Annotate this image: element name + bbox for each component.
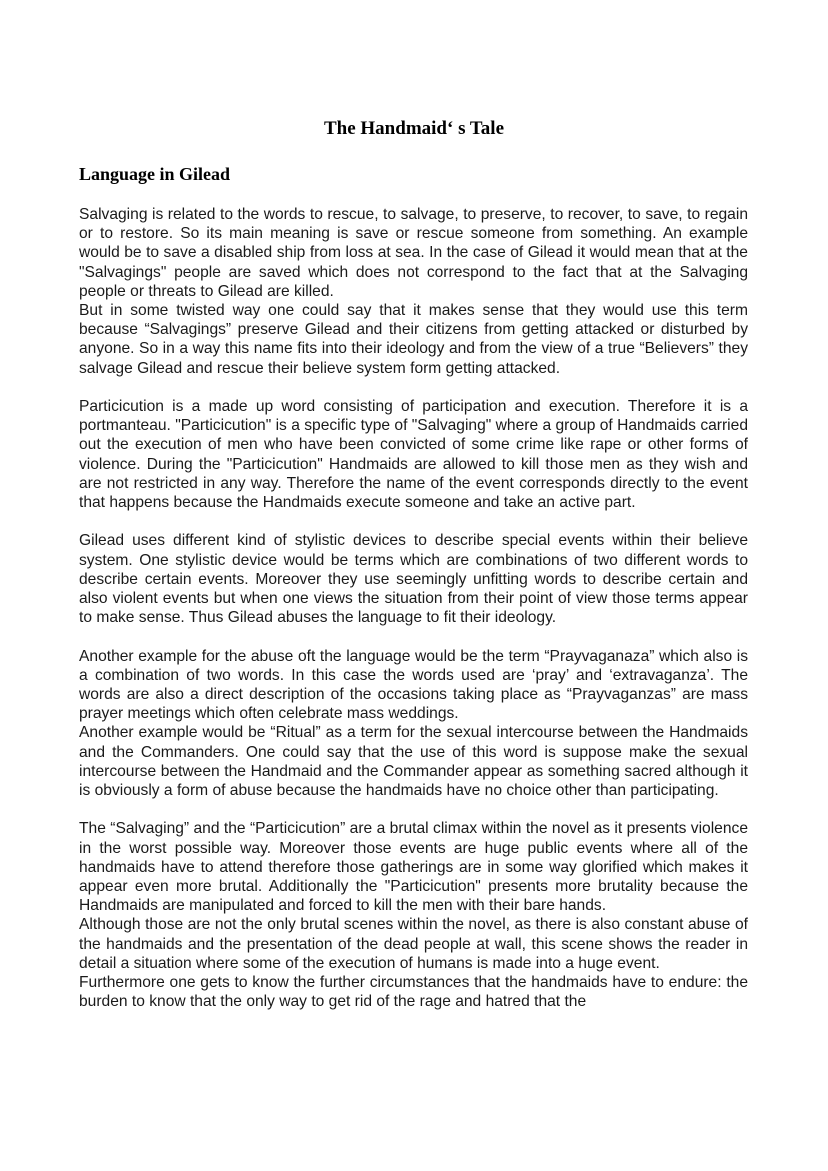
section-heading: Language in Gilead [79,164,231,184]
paragraph-salvaging-continued: But in some twisted way one could say that it makes sense that they would use this term because “Salvagings” preserve Gilead and their citizens from getting attacked or disturbed by anyone. So in a way this name fits into their ideology and from the view of a true “Believers” they salvage Gilead and rescue their believe system form getting attacked. [79,302,748,377]
paragraph-particicution: Particicution is a made up word consisting of participation and execution. Therefore it is a portmanteau. "Particicution" is a specific type of "Salvaging" where a group of Handmaids carried out the execution of men who have been convicted of some crime like rape or other forms of violence. During the "Particicution" Handmaids are allowed to kill those men as they wish and are not restricted in any way. Therefore the name of the event corresponds directly to the event that happens because the Handmaids execute someone and take an active part. [79,398,748,512]
paragraph-prayvaganza: Another example for the abuse oft the language would be the term “Prayvaganaza” which also is a combination of two words. In this case the words used are ‘pray’ and ‘extravaganza’. The words are also a direct description of the occasions taking place as “Prayvaganzas” are mass prayer meetings which often celebrate mass weddings. [79,647,748,723]
document-body [79,205,748,1011]
paragraph-brutal-climax: The “Salvaging” and the “Particicution” are a brutal climax within the novel as it presents violence in the worst possible way. Moreover those events are huge public events where all of the handmaids have to attend therefore those gatherings are in some way glorified which makes it appear even more brutal. Additionally the "Particicution" presents more brutality because the Handmaids are manipulated and forced to kill the men with their bare hands. [79,820,748,915]
paragraph-salvaging: Salvaging is related to the words to rescue, to salvage, to preserve, to recover, to save, to regain or to restore. So its main meaning is save or rescue someone from something. An example would be to save a disabled ship from loss at sea. In the case of Gilead it would mean that at the "Salvagings" people are saved which does not correspond to the fact that at the Salvaging people or threats to Gilead are killed. [79,206,748,300]
paragraph-ritual: Another example would be “Ritual” as a term for the sexual intercourse between the Handmaids and the Commanders. One could say that the use of this word is suppose make the sexual intercourse between the Handmaid and the Commander appear as something sacred although it is obviously a form of abuse because the handmaids have no choice other than participating. [79,724,748,800]
paragraph-stylistic-devices: Gilead uses different kind of stylistic devices to describe special events within their believe system. One stylistic device would be terms which are combinations of two different words to describe certain events. Moreover they use seemingly unfitting words to describe certain and also violent events but when one views the situation from their point of view those terms appear to make sense. Thus Gilead abuses the language to fit their ideology. [79,532,748,627]
document-title: The Handmaid‘ s Tale [323,118,505,139]
paragraph-brutal-scenes: Although those are not the only brutal scenes within the novel, as there is also constant abuse of the handmaids and the presentation of the dead people at wall, this scene shows the reader in detail a situation where some of the execution of humans is made into a huge event. [79,916,748,972]
paragraph-circumstances: Furthermore one gets to know the further circumstances that the handmaids have to endure: the burden to know that the only way to get rid of the rage and hatred that the [79,974,748,1011]
